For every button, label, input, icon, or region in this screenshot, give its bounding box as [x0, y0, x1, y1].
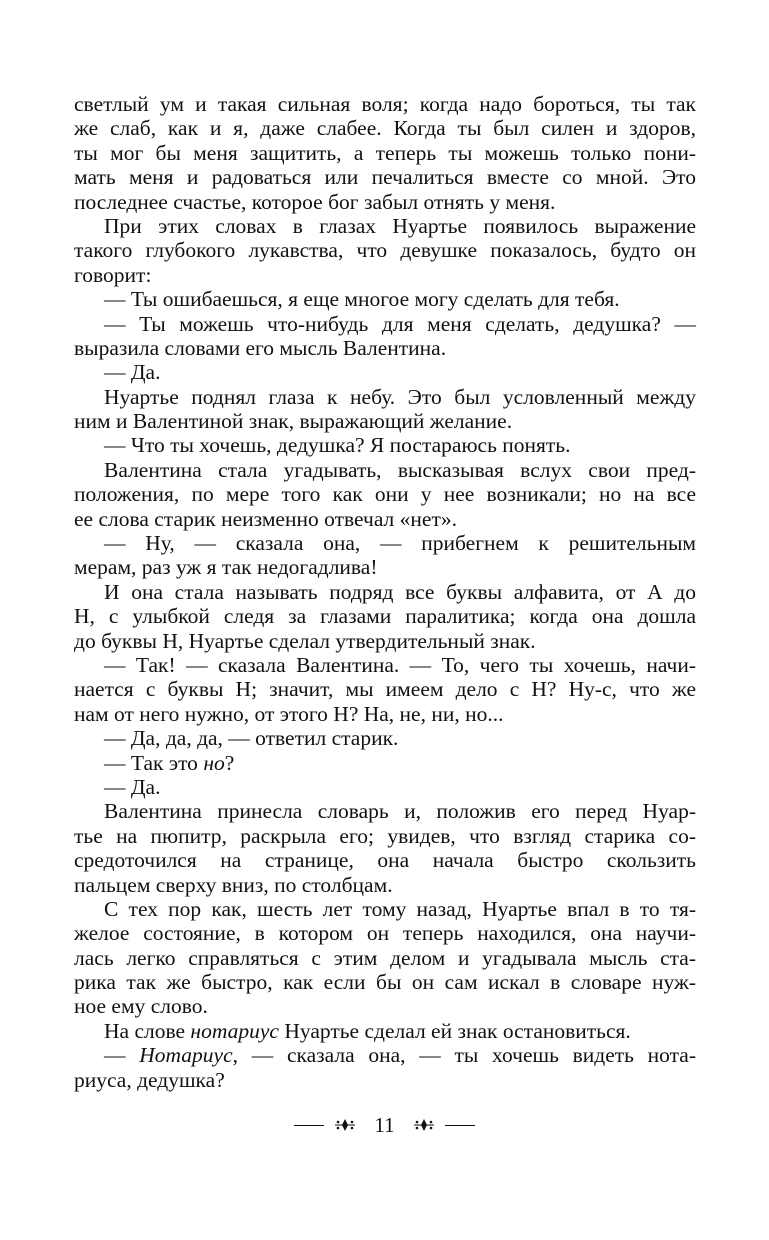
footer-rule-right	[445, 1125, 475, 1126]
text-line: до буквы Н, Нуартье сделал утвердительный знак.	[74, 628, 536, 653]
text-line: рика так же быстро, как если бы он сам искал в словаре нуж-	[74, 970, 696, 995]
text-line: — Ну, — сказала она, — прибегнем к решительным	[104, 531, 696, 556]
page-footer	[0, 1110, 769, 1140]
text-line: — Ты можешь что-нибудь для меня сделать, дедушка? —	[104, 311, 696, 336]
text-line: — Да.	[104, 774, 161, 799]
line-text: —	[104, 1043, 140, 1068]
text-line: такого глубокого лукавства, что девушке показалось, будто он	[74, 238, 696, 263]
text-line: лась легко справляться с этим делом и угадывала мысль ста-	[74, 945, 696, 970]
text-line: же слаб, как и я, даже слабее. Когда ты был силен и здоров,	[74, 116, 696, 141]
text-line	[74, 1043, 696, 1067]
text-line: ее слова старик неизменно отвечал «нет».	[74, 506, 457, 531]
text-line: светлый ум и такая сильная воля; когда надо бороться, ты так	[74, 92, 696, 116]
text-line: риуса, дедушка?	[74, 1067, 225, 1092]
text-line: нается с буквы Н; значит, мы имеем дело с Н? Ну-с, что же	[74, 677, 696, 702]
line-text: ?	[224, 750, 235, 775]
text-line: Валентина стала угадывать, высказывая вслух свои пред-	[104, 457, 696, 482]
text-line: выразила словами его мысль Валентина.	[74, 335, 447, 360]
text-line	[74, 1019, 696, 1043]
text-line: — Да, да, да, — ответил старик.	[104, 726, 399, 751]
text-line: желое состояние, в котором он теперь находился, она научи-	[74, 921, 696, 946]
footer-rule-left	[294, 1125, 324, 1126]
text-line: — Так! — сказала Валентина. — То, чего ты хочешь, начи-	[104, 652, 696, 677]
text-line: Нуартье поднял глаза к небу. Это был условленный между	[104, 384, 696, 409]
text-line: средоточился на странице, она начала быстро скользить	[74, 848, 696, 873]
text-line: С тех пор как, шесть лет тому назад, Нуартье впал в то тя-	[104, 896, 696, 921]
ornament-left-icon	[334, 1118, 356, 1132]
italic-word: нотариус	[190, 1018, 279, 1043]
text-line: ное ему слово.	[74, 994, 208, 1019]
text-line: — Да.	[104, 360, 161, 385]
text-line: пальцем сверху вниз, по столбцам.	[74, 872, 393, 897]
text-line: Валентина принесла словарь и, положив его перед Нуар-	[104, 799, 696, 824]
text-line: При этих словах в глазах Нуартье появилось выражение	[104, 213, 696, 238]
text-line: Н, с улыбкой следя за глазами паралитика; когда она дошла	[74, 604, 696, 629]
text-line: тье на пюпитр, раскрыла его; увидев, что взгляд старика со-	[74, 823, 696, 848]
text-line: И она стала называть подряд все буквы алфавита, от А до	[104, 579, 696, 604]
page-number: 11	[374, 1112, 395, 1137]
text-line: ты мог бы меня защитить, а теперь ты можешь только пони-	[74, 140, 696, 165]
italic-word: Нотариус	[139, 1043, 233, 1068]
text-line: нам от него нужно, от этого Н? На, не, ни, но...	[74, 701, 504, 726]
text-line: последнее счастье, которое бог забыл отнять у меня.	[74, 189, 556, 214]
text-line: говорит:	[74, 262, 152, 287]
text-line: ним и Валентиной знак, выражающий желание.	[74, 409, 513, 434]
text-line: — Ты ошибаешься, я еще многое могу сделать для тебя.	[104, 287, 620, 312]
line-text: Нуартье сделал ей знак остановиться.	[278, 1018, 631, 1043]
line-text: — Так это	[104, 750, 204, 775]
text-line: мать меня и радоваться или печалиться вместе со мной. Это	[74, 165, 696, 190]
italic-word: но	[203, 750, 225, 775]
text-line	[74, 751, 696, 775]
line-text: , — сказала она, — ты хочешь видеть нота-	[232, 1043, 697, 1068]
text-line: мерам, раз уж я так недогадлива!	[74, 555, 378, 580]
text-line: положения, по мере того как они у нее возникали; но на все	[74, 482, 696, 507]
line-text: На слове	[104, 1018, 191, 1043]
text-line: — Что ты хочешь, дедушка? Я постараюсь понять.	[104, 433, 571, 458]
ornament-right-icon	[413, 1118, 435, 1132]
book-page-text	[74, 92, 696, 1092]
